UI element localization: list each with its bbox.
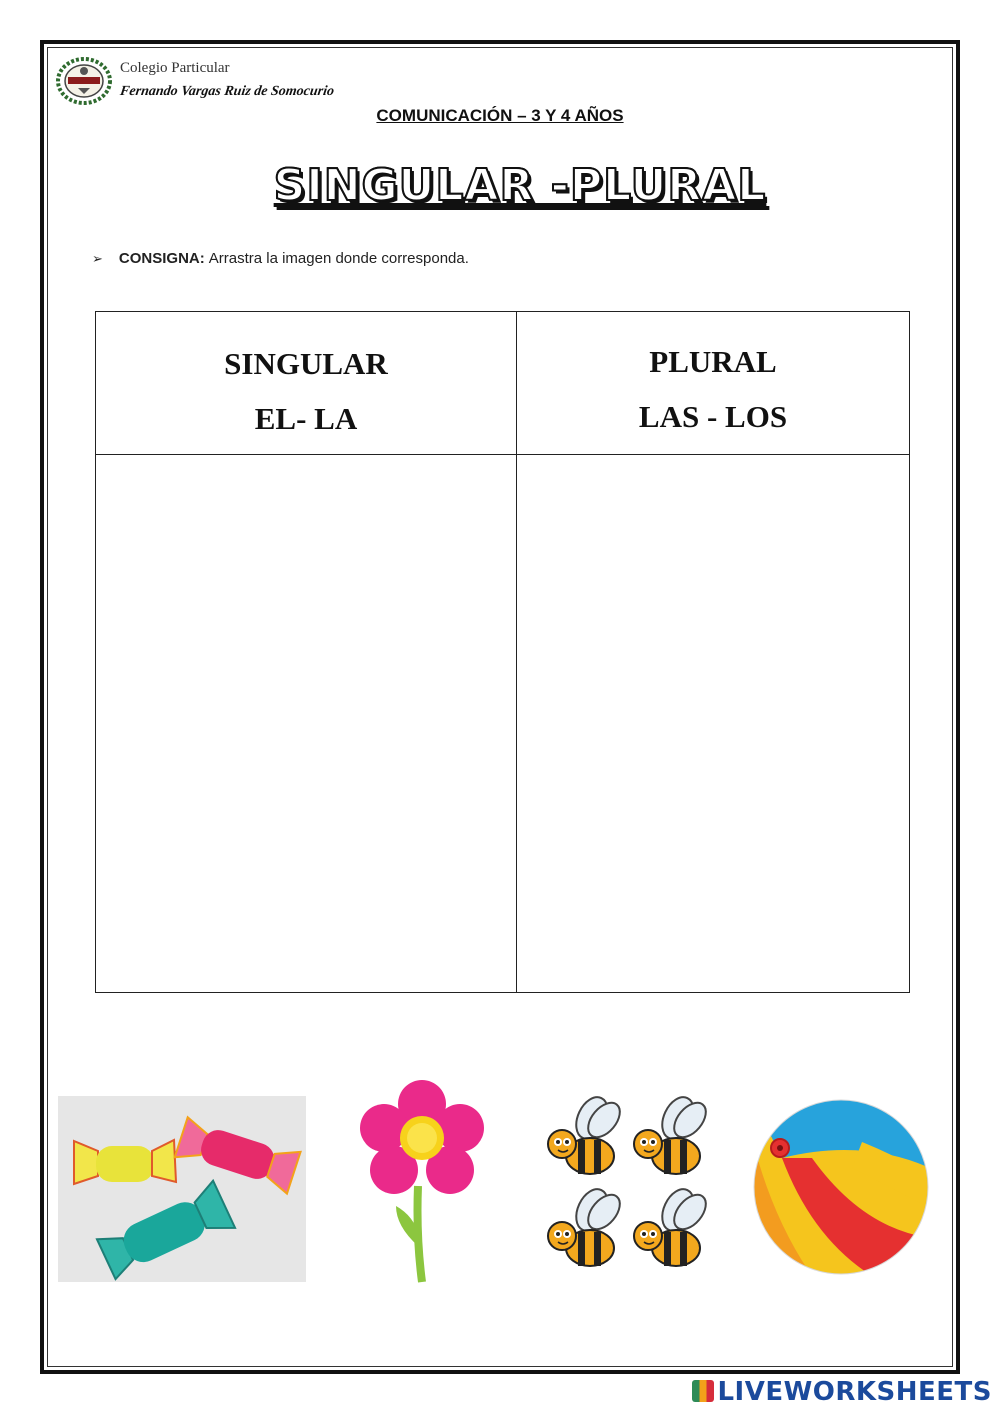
singular-drop-zone[interactable] — [96, 455, 516, 992]
school-logo — [56, 56, 112, 106]
brand-text: LIVEWORKSHEETS — [717, 1377, 992, 1407]
liveworksheets-brand[interactable] — [692, 1377, 992, 1407]
plural-header — [516, 334, 910, 444]
candies-card[interactable] — [58, 1096, 306, 1282]
ball-card[interactable] — [752, 1098, 930, 1276]
flower-card[interactable] — [356, 1076, 486, 1284]
instruction — [92, 250, 469, 267]
singular-header — [96, 336, 516, 446]
plural-title: PLURAL — [649, 344, 777, 379]
plural-drop-zone[interactable] — [517, 455, 909, 992]
school-name-line1: Colegio Particular — [120, 60, 230, 76]
page-title: SINGULAR -PLURAL — [273, 160, 767, 211]
subject-heading: COMUNICACIÓN – 3 Y 4 AÑOS — [376, 106, 624, 125]
bees-card[interactable] — [540, 1096, 716, 1280]
arrow-bullet-icon: ➢ — [92, 251, 103, 266]
sorting-table — [95, 311, 910, 993]
liveworksheets-logo-icon — [692, 1380, 714, 1402]
instruction-text: Arrastra la imagen donde corresponda. — [208, 250, 469, 267]
plural-articles: LAS - LOS — [638, 399, 788, 434]
school-name-line2: Fernando Vargas Ruiz de Somocurio — [119, 84, 336, 99]
singular-title: SINGULAR — [224, 346, 388, 381]
singular-articles: EL- LA — [254, 401, 358, 436]
instruction-label: CONSIGNA: — [118, 250, 205, 267]
